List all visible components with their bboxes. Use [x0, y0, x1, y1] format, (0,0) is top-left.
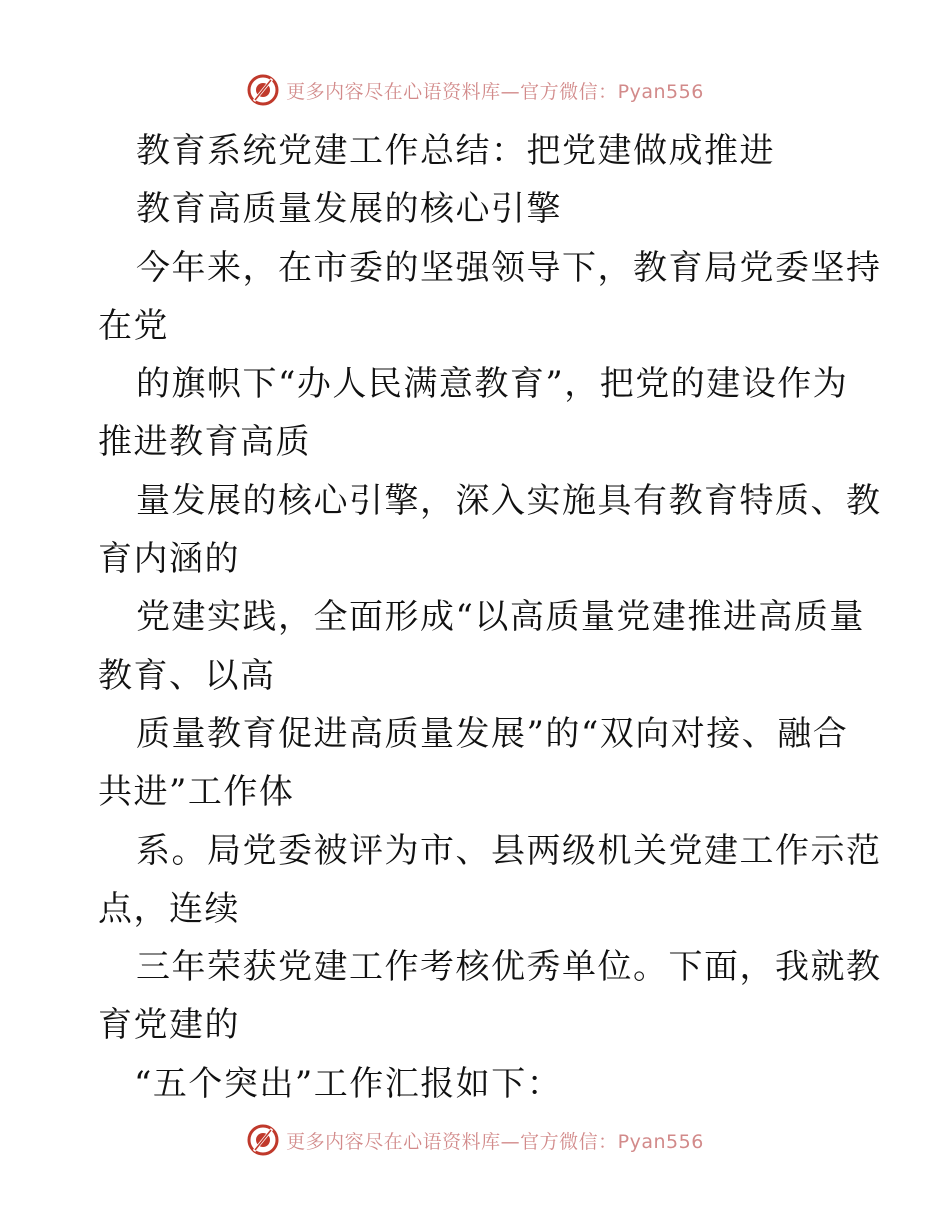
footer-banner: [0, 1120, 950, 1160]
paragraph-line: 点，连续: [98, 888, 240, 929]
paragraph-line: 量发展的核心引擎，深入实施具有教育特质、教: [136, 480, 882, 521]
paragraph-line: 系。局党委被评为市、县两级机关党建工作示范: [136, 830, 882, 871]
title-line-2: 教育高质量发展的核心引擎: [136, 189, 562, 230]
paragraph-line: 三年荣获党建工作考核优秀单位。下面，我就教: [136, 947, 882, 988]
paragraph-line: 共进”工作体: [98, 772, 295, 813]
paragraph-line: 育党建的: [98, 1005, 240, 1046]
paragraph-line: 党建实践，全面形成“以高质量党建推进高质量: [136, 597, 865, 638]
paragraph-line: 育内涵的: [98, 539, 240, 580]
paragraph-line: 质量教育促进高质量发展”的“双向对接、融合: [136, 713, 849, 754]
document-body: [98, 122, 882, 1113]
pen-seal-icon: [246, 73, 280, 107]
pen-seal-icon: [246, 1123, 280, 1157]
header-banner-text: 更多内容尽在心语资料库—官方微信：Pyan556: [286, 80, 704, 103]
footer-banner-text: 更多内容尽在心语资料库—官方微信：Pyan556: [286, 1130, 704, 1153]
paragraph-line: 今年来，在市委的坚强领导下，教育局党委坚持: [136, 247, 882, 288]
paragraph-line: 的旗帜下“办人民满意教育”，把党的建设作为: [136, 364, 849, 405]
header-banner: [0, 70, 950, 110]
paragraph-line: 推进教育高质: [98, 422, 311, 463]
paragraph-line: 教育、以高: [98, 655, 276, 696]
paragraph-line: “五个突出”工作汇报如下：: [134, 1063, 563, 1104]
title-line-1: 教育系统党建工作总结：把党建做成推进: [136, 131, 775, 171]
paragraph-line: 在党: [98, 305, 169, 346]
